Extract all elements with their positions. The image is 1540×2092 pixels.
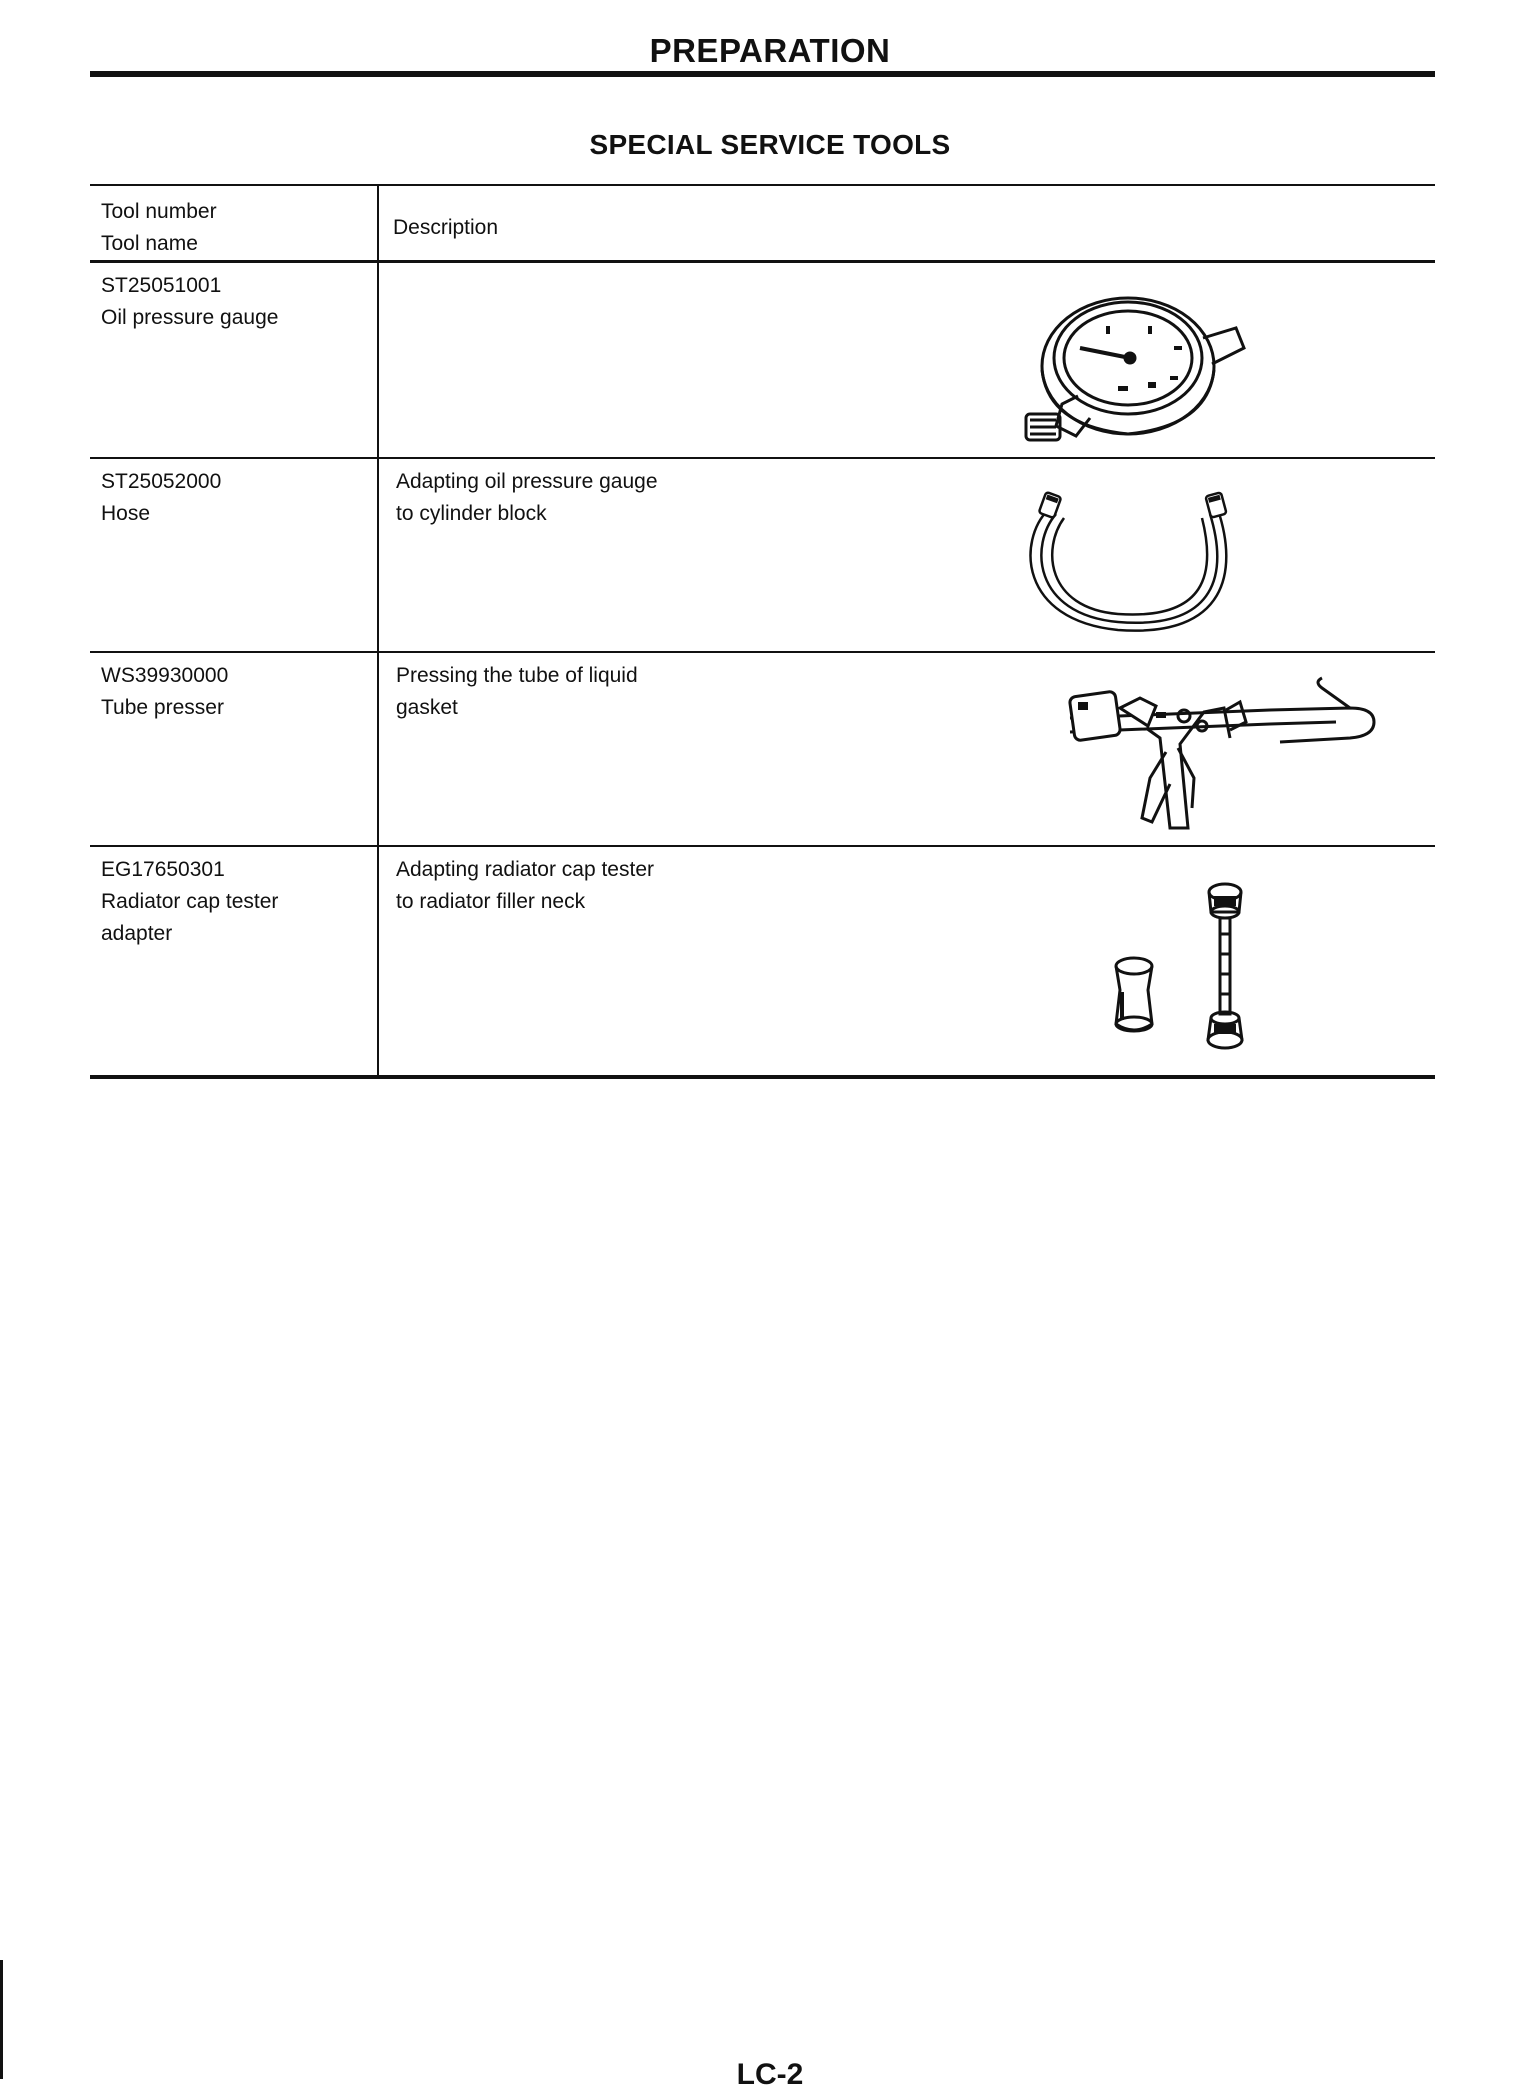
special-service-tools-table: [90, 184, 1435, 1080]
row-divider: [90, 457, 1435, 459]
section-title: SPECIAL SERVICE TOOLS: [589, 129, 951, 160]
page-title: PREPARATION: [649, 32, 891, 69]
hose-illustration: [1008, 480, 1308, 640]
radiator-cap-tester-adapter-illustration: [1090, 874, 1290, 1064]
row-2-description: Adapting oil pressure gauge to cylinder block: [396, 470, 658, 525]
column-divider: [377, 184, 379, 1078]
row-2-tool: ST25052000 Hose: [101, 470, 222, 525]
header-bottom-rule: [90, 260, 1435, 263]
row-4-description: Adapting radiator cap tester to radiator filler neck: [396, 858, 654, 913]
row-1-tool: ST25051001 Oil pressure gauge: [101, 274, 279, 329]
row-divider: [90, 651, 1435, 653]
table-top-rule: [90, 184, 1435, 186]
row-3-tool: WS39930000 Tube presser: [101, 664, 229, 719]
row-divider: [90, 845, 1435, 847]
title-rule: [90, 71, 1435, 77]
oil-pressure-gauge-illustration: [998, 286, 1328, 446]
header-tool-column: Tool number Tool name: [101, 200, 217, 255]
tube-presser-illustration: [970, 668, 1390, 838]
header-description-column: Description: [393, 216, 499, 239]
table-bottom-rule: [90, 1075, 1435, 1079]
row-4-tool: EG17650301 Radiator cap tester adapter: [101, 858, 279, 945]
page-number: LC-2: [736, 2058, 804, 2091]
row-3-description: Pressing the tube of liquid gasket: [396, 664, 638, 719]
